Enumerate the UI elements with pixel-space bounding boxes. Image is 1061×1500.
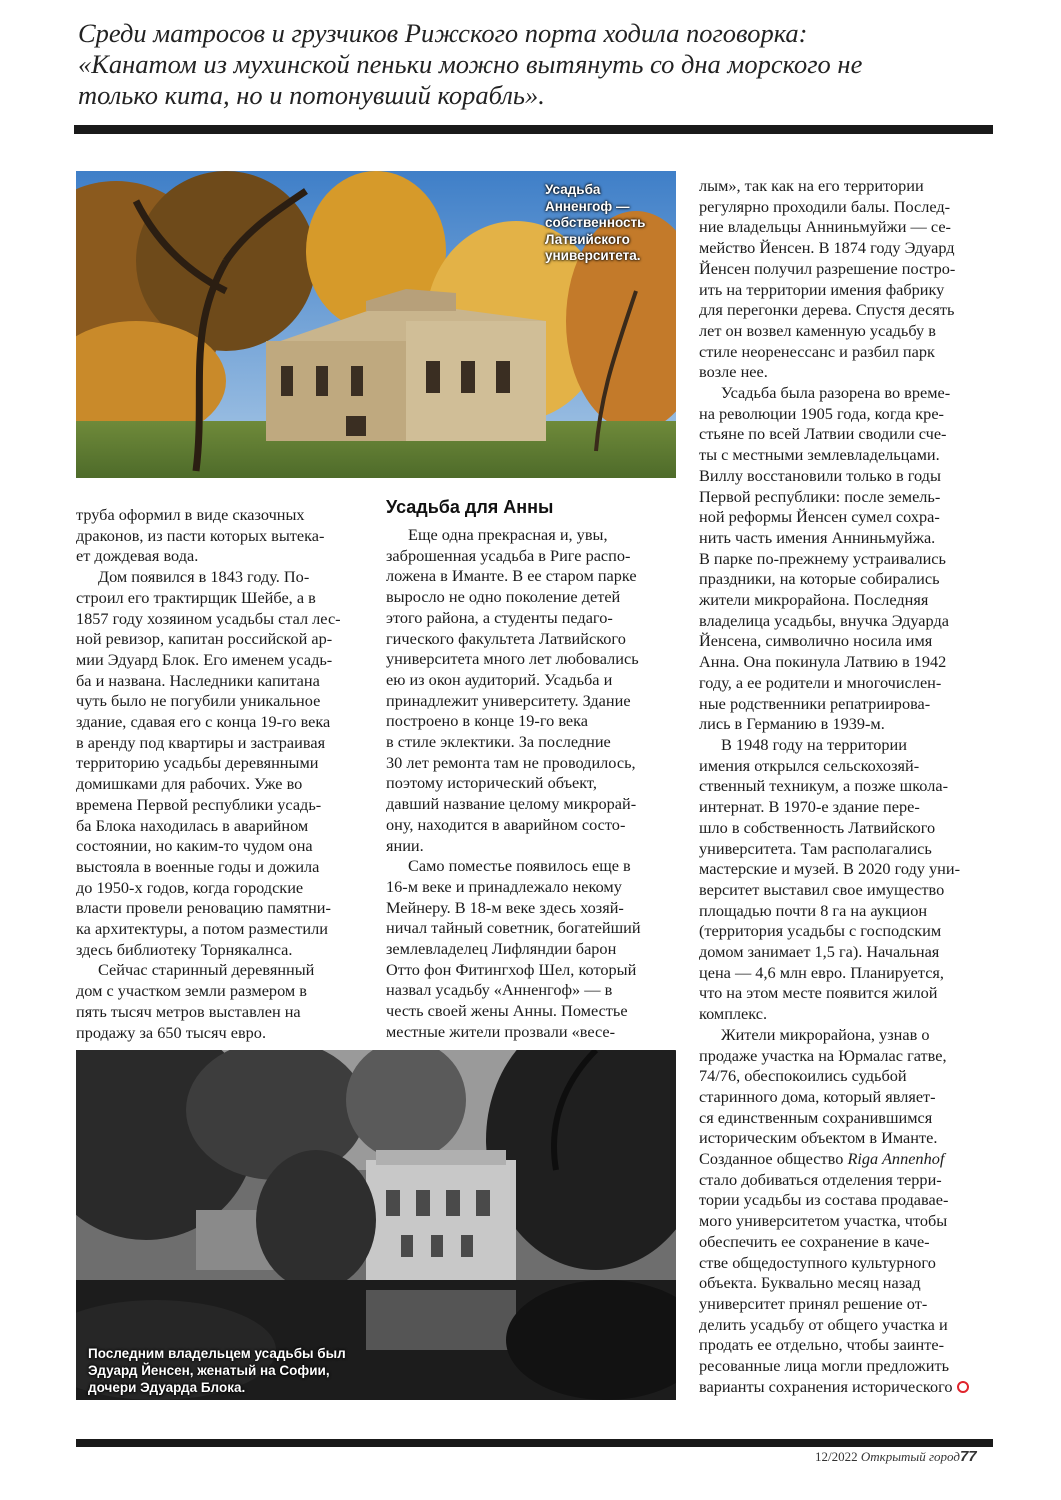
issue-number: 12/2022	[815, 1449, 858, 1464]
text-line: Отто фон Фитингхоф Шел, который	[386, 959, 637, 979]
text-line	[699, 1377, 969, 1398]
text-line: ничал тайный советник, богатейший	[386, 918, 641, 938]
photo-bottom-caption	[88, 1345, 346, 1396]
text-line: тории усадьбы из состава продавае-	[699, 1190, 949, 1210]
photo-top-caption	[545, 182, 645, 265]
text-line: ной ревизор, капитан российской ар-	[76, 629, 333, 649]
text-line: регулярно проходили балы. Послед-	[699, 196, 951, 216]
text-line: стве общедоступного культурного	[699, 1252, 936, 1272]
text-line: ону, находится в аварийном состо-	[386, 814, 626, 834]
text-line: владелица усадьбы, внучка Эдуарда	[699, 610, 949, 630]
magazine-title: Открытый город	[860, 1449, 960, 1464]
text-line: домом занимает 1,5 га). Начальная	[699, 942, 940, 962]
text-line: состоянии, но каким-то чудом она	[76, 836, 313, 856]
text-line: В 1948 году на территории	[721, 734, 907, 754]
text-line	[699, 1149, 969, 1170]
text-line: для перегонки дерева. Спустя десять	[699, 300, 955, 320]
text-line: праздники, на которые собирались	[699, 569, 940, 589]
top-divider	[74, 125, 993, 134]
text-line: ные родственники репатриирова-	[699, 693, 931, 713]
article-column-left	[76, 505, 341, 1043]
text-line: выстояла в военные годы и дожила	[76, 856, 320, 876]
text-line: 30 лет ремонта там не проводилось,	[386, 752, 636, 772]
article-column-right	[699, 176, 969, 1397]
caption-line: Последним владельцем усадьбы был	[88, 1346, 346, 1361]
text-line: домишками для рабочих. Уже во	[76, 774, 303, 794]
text-line: имения открылся сельскохозяй-	[699, 755, 920, 775]
text-line: назвал усадьбу «Анненгоф» — в	[386, 980, 613, 1000]
text-line: объекта. Буквально месяц назад	[699, 1273, 921, 1293]
text-line: Еще одна прекрасная и, увы,	[408, 525, 608, 544]
text-line: Само поместье появилось еще в	[408, 856, 631, 876]
text-line: Усадьба была разорена во време-	[721, 383, 951, 403]
caption-line: собственность	[545, 215, 646, 230]
text-line: Жители микрорайона, узнав о	[721, 1024, 930, 1044]
text-line: мейство Йенсен. В 1874 году Эдуард	[699, 238, 955, 258]
text-line: ет дождевая вода.	[76, 546, 199, 566]
text-line: янии.	[386, 835, 424, 855]
text-line: возле нее.	[699, 362, 768, 382]
text-line: продать ее отдельно, чтобы заинте-	[699, 1335, 944, 1355]
text-line: ся единственным сохранившимся	[699, 1107, 933, 1127]
text-line: что на этом месте появится жилой	[699, 983, 938, 1003]
text-line: поэтому исторический объект,	[386, 773, 597, 793]
caption-line: Эдуард Йенсен, женатый на Софии,	[88, 1363, 330, 1378]
text-line: шло в собственность Латвийского	[699, 817, 936, 837]
quote-line: только кита, но и потонувший корабль».	[78, 80, 545, 110]
text-line: строил его трактирщик Шейбе, а в	[76, 587, 316, 607]
text-line: мого университетом участка, чтобы	[699, 1211, 948, 1231]
text-line: продажу за 650 тысяч евро.	[76, 1022, 267, 1042]
text-line: ба и названа. Наследники капитана	[76, 670, 320, 690]
text-line: университета. Там располагались	[699, 838, 932, 858]
text-line: в стиле эклектики. За последние	[386, 732, 611, 752]
text-line: здание, сдавая его с конца 19-го века	[76, 712, 331, 732]
text-line: выросло не одно поколение детей	[386, 587, 621, 607]
text-line: продаже участка на Юрмалас гатве,	[699, 1045, 947, 1065]
text-line: Йенсен получил разрешение постро-	[699, 258, 956, 278]
text-line: комплекс.	[699, 1004, 768, 1024]
text-line: Йенсена, символично носила имя	[699, 631, 933, 651]
text-line: ние владельцы Анниньмуйжи — се-	[699, 217, 951, 237]
text-line: дом с участком земли размером в	[76, 981, 307, 1001]
text-line: ресованные лица могли предложить	[699, 1356, 950, 1376]
text-line: до 1950-х годов, когда городские	[76, 877, 304, 897]
text-line: землевладелец Лифляндии барон	[386, 939, 617, 959]
text-line: здесь библиотеку Торнякалнса.	[76, 939, 293, 959]
article-column-middle	[386, 525, 641, 1043]
text-fragment: Созданное общество	[699, 1149, 844, 1169]
page-number: 77	[959, 1448, 977, 1465]
pull-quote	[78, 18, 998, 111]
text-line: мии Эдуард Блок. Его именем усадь-	[76, 649, 333, 669]
text-line: этого района, а студенты педаго-	[386, 607, 613, 627]
text-line: историческим объектом в Иманте.	[699, 1128, 938, 1148]
caption-line: Анненгоф —	[545, 198, 630, 214]
quote-line: Среди матросов и грузчиков Рижского порта ходила поговорка:	[78, 18, 808, 48]
text-line: интернат. В 1970-е здание пере-	[699, 797, 920, 817]
section-heading: Усадьба для Анны	[386, 497, 554, 517]
text-line: пять тысяч метров выставлен на	[76, 1001, 301, 1021]
text-line: стиле неоренессанс и разбил парк	[699, 341, 935, 361]
text-line: 1857 году хозяином усадьбы стал лес-	[76, 608, 341, 628]
text-line: обеспечить ее сохранение в каче-	[699, 1231, 930, 1251]
text-line: ею из окон аудиторий. Усадьба и	[386, 669, 613, 689]
text-line: Виллу восстановили только в годы	[699, 465, 941, 485]
caption-line: университета.	[545, 248, 641, 263]
text-line: чуть было не погубили уникальное	[76, 691, 321, 711]
quote-line: «Канатом из мухинской пеньки можно вытянуть со дна морского не	[78, 49, 863, 79]
text-line: году, а ее родители и многочислен-	[699, 672, 942, 692]
text-line: времена Первой республики усадь-	[76, 794, 322, 814]
text-line: территорию усадьбы деревянными	[76, 753, 319, 773]
text-line: труба оформил в виде сказочных	[76, 505, 305, 524]
text-line: построено в конце 19-го века	[386, 711, 589, 731]
text-line: ственный техникум, а позже школа-	[699, 776, 948, 796]
text-line: заброшенная усадьба в Риге распо-	[386, 545, 631, 565]
text-line: гического факультета Латвийского	[386, 628, 626, 648]
bottom-divider	[76, 1439, 993, 1447]
text-line: честь своей жены Анны. Поместье	[386, 1001, 628, 1021]
text-line: Сейчас старинный деревянный	[98, 960, 315, 980]
society-name: Riga Annenhof	[847, 1149, 945, 1169]
text-line: верситет выставил свое имущество	[699, 879, 945, 899]
text-line: Первой республики: после земель-	[699, 486, 941, 506]
page-footer	[815, 1448, 977, 1465]
text-line: В парке по-прежнему устраивались	[699, 548, 946, 568]
text-line: на революции 1905 года, когда кре-	[699, 403, 944, 423]
text-line: университета много лет любовались	[386, 649, 639, 669]
text-line: давший название целому микрорай-	[386, 794, 637, 814]
text-fragment: варианты сохранения исторического	[699, 1376, 953, 1396]
text-line: ить на территории имения фабрику	[699, 279, 945, 299]
text-line: ложена в Иманте. В ее старом парке	[386, 566, 637, 586]
text-line: цена — 4,6 млн евро. Планируется,	[699, 962, 944, 982]
text-line: Анна. Она покинула Латвию в 1942	[699, 652, 947, 672]
text-line: делить усадьбу от общего участка и	[699, 1314, 948, 1334]
text-line: стьяне по всей Латвии сводили сче-	[699, 424, 947, 444]
article-end-icon	[957, 1381, 969, 1393]
text-line: старинного дома, который являет-	[699, 1086, 936, 1106]
text-line: Дом появился в 1843 году. По-	[98, 567, 310, 587]
text-line: лись в Германию в 1939-м.	[699, 714, 885, 734]
text-line: в аренду под квартиры и застраивая	[76, 732, 326, 752]
text-line: власти провели реновацию памятни-	[76, 898, 331, 918]
text-line: лет он возвел каменную усадьбу в	[699, 320, 936, 340]
text-line: площадью почти 8 га на аукцион	[699, 900, 928, 920]
text-line: 74/76, обеспокоились судьбой	[699, 1066, 907, 1086]
text-line: нить часть имения Анниньмуйжа.	[699, 527, 936, 547]
text-line: лым», так как на его территории	[699, 176, 924, 195]
text-line: драконов, из пасти которых вытека-	[76, 525, 325, 545]
text-line: ба Блока находилась в аварийном	[76, 815, 309, 835]
text-line: местные жители прозвали «весе-	[386, 1021, 616, 1041]
text-line: ты с местными землевладельцами.	[699, 445, 940, 465]
text-line: университет принял решение от-	[699, 1293, 928, 1313]
text-line: стало добиваться отделения терри-	[699, 1169, 942, 1189]
text-line: принадлежит университету. Здание	[386, 690, 631, 710]
caption-line: Усадьба	[545, 182, 601, 197]
text-line: ной реформы Йенсен сумел сохра-	[699, 507, 940, 527]
text-line: мастерские и музей. В 2020 году уни-	[699, 859, 961, 879]
caption-line: дочери Эдуарда Блока.	[88, 1380, 246, 1395]
text-line: Мейнеру. В 18-м веке здесь хозяй-	[386, 897, 624, 917]
text-line: (территория усадьбы с господским	[699, 921, 942, 941]
text-line: ка архитектуры, а потом разместили	[76, 919, 328, 939]
text-line: 16-м веке и принадлежало некому	[386, 876, 622, 896]
text-line: жители микрорайона. Последняя	[699, 590, 929, 610]
caption-line: Латвийского	[545, 231, 630, 247]
